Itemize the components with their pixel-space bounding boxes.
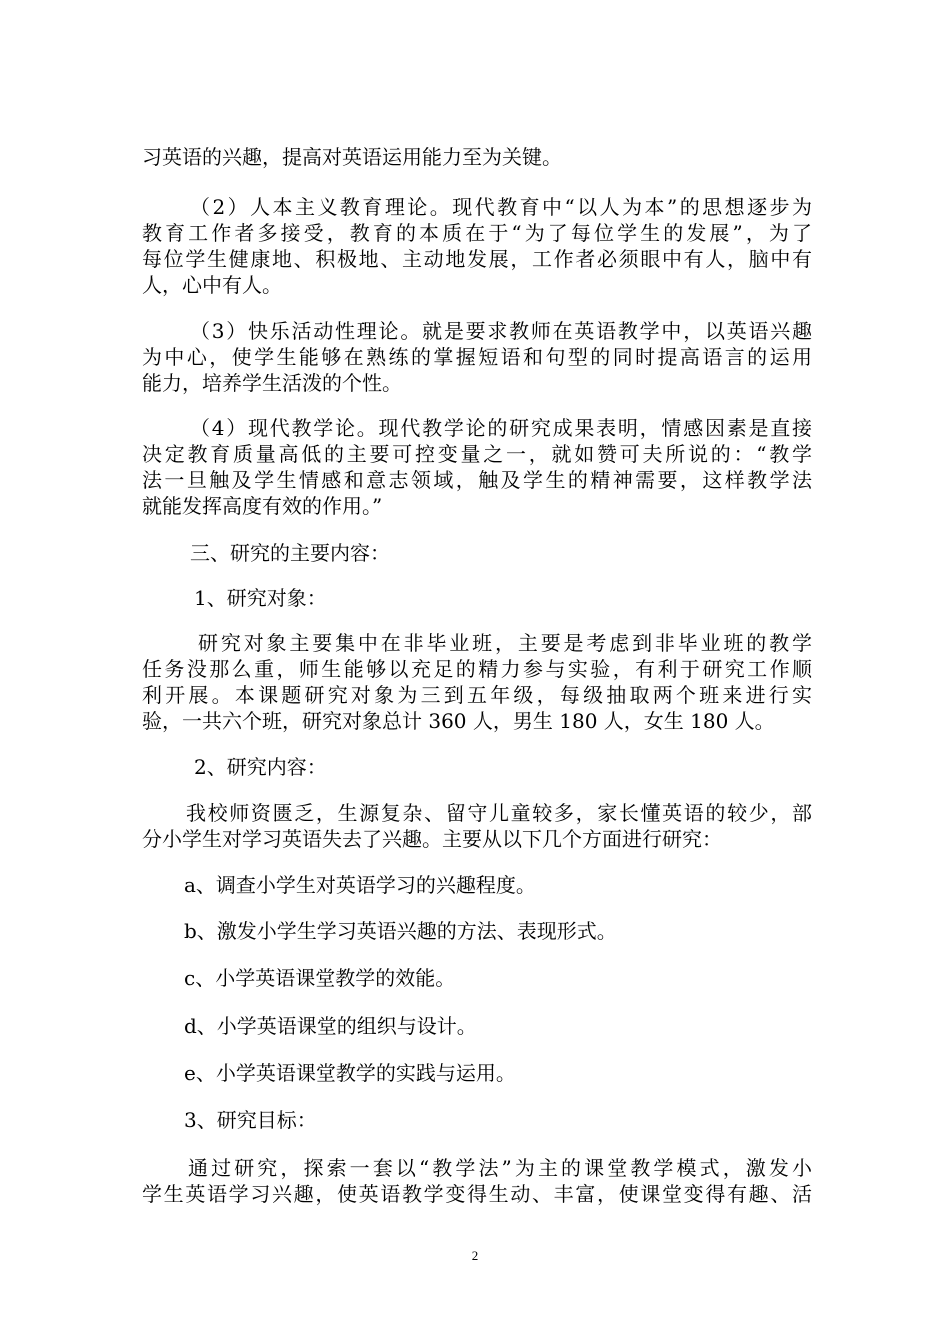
text-line: 习英语的兴趣，提高对英语运用能力至为关键。 bbox=[142, 145, 562, 169]
section-heading-main-content bbox=[142, 540, 812, 566]
text-line: （4）现代教学论。现代教学论的研究成果表明，情感因素是直接 bbox=[190, 416, 812, 440]
paragraph-continuation bbox=[142, 144, 812, 170]
subheading-research-content bbox=[142, 754, 812, 780]
list-item-e bbox=[142, 1060, 812, 1086]
text-line: 分小学生对学习英语失去了兴趣。主要从以下几个方面进行研究： bbox=[142, 827, 722, 851]
text-line: 1、研究对象： bbox=[194, 586, 327, 610]
text-line: 验，一共六个班，研究对象总计 360 人，男生 180 人，女生 180 人。 bbox=[142, 709, 775, 733]
text-line: 人，心中有人。 bbox=[142, 273, 282, 297]
text-line: 决定教育质量高低的主要可控变量之一，就如赞可夫所说的：“教学 bbox=[142, 442, 812, 466]
text-line: 我校师资匮乏，生源复杂、留守儿童较多，家长懂英语的较少，部 bbox=[186, 801, 812, 825]
text-line: 通过研究，探索一套以“教学法”为主的课堂教学模式，激发小 bbox=[188, 1156, 812, 1180]
list-item-c bbox=[142, 965, 812, 991]
subheading-research-goal bbox=[142, 1107, 812, 1133]
text-line: b、激发小学生学习英语兴趣的方法、表现形式。 bbox=[184, 919, 617, 943]
text-line: e、小学英语课堂教学的实践与运用。 bbox=[184, 1061, 516, 1085]
list-item-d bbox=[142, 1013, 812, 1039]
text-line: 教育工作者多接受，教育的本质在于“为了每位学生的发展”，为了 bbox=[142, 221, 812, 245]
text-line: 三、研究的主要内容： bbox=[190, 541, 390, 565]
paragraph-humanism-theory bbox=[142, 194, 812, 298]
text-line: 为中心，使学生能够在熟练的掌握短语和句型的同时提高语言的运用 bbox=[142, 345, 812, 369]
text-line: 2、研究内容： bbox=[194, 755, 327, 779]
text-line: 任务没那么重，师生能够以充足的精力参与实验，有利于研究工作顺 bbox=[142, 657, 812, 681]
text-line: 法一旦触及学生情感和意志领域，触及学生的精神需要，这样教学法 bbox=[142, 468, 812, 492]
text-line: 3、研究目标： bbox=[184, 1108, 317, 1132]
text-line: d、小学英语课堂的组织与设计。 bbox=[184, 1014, 477, 1038]
text-line: 每位学生健康地、积极地、主动地发展，工作者必须眼中有人，脑中有 bbox=[142, 247, 812, 271]
text-line: 学生英语学习兴趣，使英语教学变得生动、丰富，使课堂变得有趣、活 bbox=[142, 1182, 812, 1206]
text-line: c、小学英语课堂教学的效能。 bbox=[184, 966, 456, 990]
page-number: 2 bbox=[471, 1248, 479, 1263]
text-line: （3）快乐活动性理论。就是要求教师在英语教学中，以英语兴趣 bbox=[190, 319, 812, 343]
text-line: 能力，培养学生活泼的个性。 bbox=[142, 371, 402, 395]
subheading-research-object bbox=[142, 585, 812, 611]
paragraph-happy-activity-theory bbox=[142, 318, 812, 396]
paragraph-research-content bbox=[142, 800, 812, 852]
list-item-a bbox=[142, 872, 812, 898]
list-item-b bbox=[142, 918, 812, 944]
text-line: （2）人本主义教育理论。现代教育中“以人为本”的思想逐步为 bbox=[190, 195, 812, 219]
text-line: 利开展。本课题研究对象为三到五年级，每级抽取两个班来进行实 bbox=[142, 683, 812, 707]
paragraph-research-goal bbox=[142, 1155, 812, 1207]
text-line: 研究对象主要集中在非毕业班，主要是考虑到非毕业班的教学 bbox=[198, 631, 812, 655]
text-line: 就能发挥高度有效的作用。” bbox=[142, 494, 383, 518]
paragraph-modern-teaching-theory bbox=[142, 415, 812, 519]
text-line: a、调查小学生对英语学习的兴趣程度。 bbox=[184, 873, 536, 897]
paragraph-research-object bbox=[142, 630, 812, 734]
